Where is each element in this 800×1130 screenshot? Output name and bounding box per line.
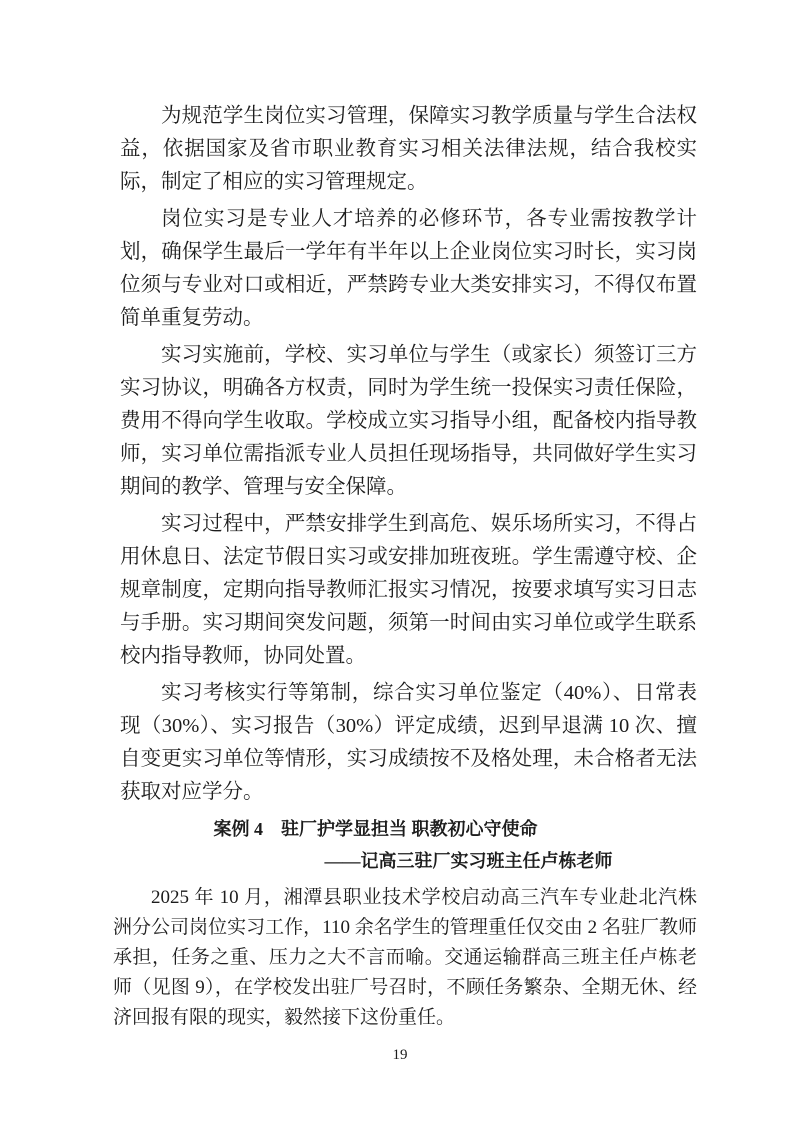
paragraph-regulation-intro: 为规范学生岗位实习管理，保障实习教学质量与学生合法权益，依据国家及省市职业教育实习相关法律法规，结合我校实际，制定了相应的实习管理规定。 <box>120 105 697 193</box>
paragraph-pre-internship-agreement: 实习实施前，学校、实习单位与学生（或家长）须签订三方实习协议，明确各方权责，同时为学生统一投保实习责任保险，费用不得向学生收取。学校成立实习指导小组，配备校内指导教师，实习单位需指派专业人员担任现场指导，共同做好学生实习期间的教学、管理与安全保障。 <box>120 344 697 498</box>
paragraph-internship-requirements: 岗位实习是专业人才培养的必修环节，各专业需按教学计划，确保学生最后一学年有半年以上企业岗位实习时长，实习岗位须与专业对口或相近，严禁跨专业大类安排实习，不得仅布置简单重复劳动。 <box>120 208 697 329</box>
case-heading-subtitle: ——记高三驻厂实习班主任卢栋老师 <box>324 851 613 871</box>
case-heading <box>120 813 697 877</box>
document-body <box>113 100 697 1033</box>
page-number: 19 <box>392 1047 408 1063</box>
case-heading-title: 案例 4 驻厂护学显担当 职教初心守使命 <box>213 819 538 839</box>
paragraph-internship-process-rules: 实习过程中，严禁安排学生到高危、娱乐场所实习，不得占用休息日、法定节假日实习或安排加班夜班。学生需遵守校、企规章制度，定期向指导教师汇报实习情况，按要求填写实习日志与手册。实习期间突发问题，须第一时间由实习单位或学生联系校内指导教师，协同处置。 <box>120 513 697 667</box>
page-footer <box>0 1046 800 1064</box>
paragraph-case-story: 2025 年 10 月，湘潭县职业技术学校启动高三汽车专业赴北汽株洲分公司岗位实习工作，110 余名学生的管理重任仅交由 2 名驻厂教师承担，任务之重、压力之大不言而喻。交通运输群高三班主任卢栋老师（见图 9），在学校发出驻厂号召时，不顾任务繁杂、全期无休、经济回报有限的现实，毅然接下这份重任。 <box>113 887 697 1028</box>
paragraph-assessment-grading: 实习考核实行等第制，综合实习单位鉴定（40%）、日常表现（30%）、实习报告（30%）评定成绩，迟到早退满 10 次、擅自变更实习单位等情形，实习成绩按不及格处理，未合格者无法获取对应学分。 <box>120 682 697 803</box>
